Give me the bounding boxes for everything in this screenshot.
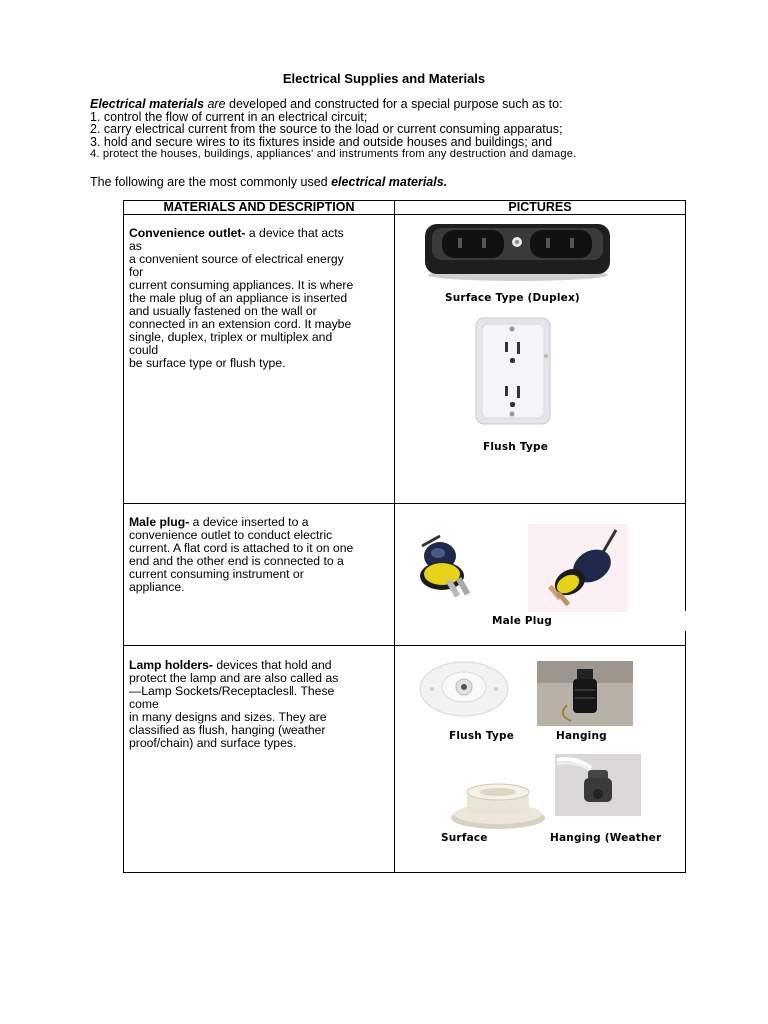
caption-lamp-hanging-weather: Hanging (Weather: [550, 832, 662, 844]
description-line: the male plug of an appliance is inserted: [129, 291, 348, 305]
document-title: Electrical Supplies and Materials: [282, 71, 486, 86]
description-line: current consuming instrument or: [129, 567, 304, 581]
male-plug-angled-picture: [528, 524, 628, 612]
intro-paragraph: [90, 98, 730, 161]
intro-verb: are: [207, 97, 226, 111]
description-line: appliance.: [129, 580, 185, 594]
table-header-materials: MATERIALS AND DESCRIPTION: [163, 200, 355, 214]
description-line: as: [129, 239, 142, 253]
table-border-bottom: [123, 872, 686, 873]
table-border-right: [685, 631, 686, 873]
description-line: protect the lamp and are also called as: [129, 671, 339, 685]
description-line: could: [129, 343, 159, 357]
table-border-left: [123, 200, 124, 873]
hanging-lamp-holder-picture: [537, 661, 633, 726]
flush-outlet-picture: [474, 316, 554, 426]
description-line: ―Lamp Sockets/Receptacles‖. These: [129, 684, 335, 698]
description-line: be surface type or flush type.: [129, 356, 286, 370]
caption-lamp-flush-type: Flush Type: [449, 730, 515, 742]
caption-flush-type: Flush Type: [483, 441, 549, 453]
description-line: devices that hold and: [216, 658, 332, 672]
table-column-divider: [394, 200, 395, 873]
description-line: a device that acts: [248, 226, 344, 240]
caption-lamp-hanging: Hanging: [556, 730, 607, 742]
row-description: [129, 658, 338, 750]
material-name: Male plug-: [129, 515, 190, 529]
intro-rest: developed and constructed for a special purpose such as to:: [229, 97, 563, 111]
table-row-divider: [123, 503, 686, 504]
table-row-male-plug: [129, 516, 391, 594]
description-line: and usually fastened on the wall or: [129, 304, 317, 318]
description-line: current consuming appliances. It is where: [129, 278, 354, 292]
row-description: [129, 515, 353, 594]
description-line: a device inserted to a: [192, 515, 309, 529]
weather-hanging-lamp-holder-picture: [555, 754, 641, 816]
description-line: proof/chain) and surface types.: [129, 736, 297, 750]
description-line: connected in an extension cord. It maybe: [129, 317, 352, 331]
description-line: come: [129, 697, 159, 711]
description-line: current. A flat cord is attached to it on one: [129, 541, 354, 555]
lead-emphasis: electrical materials.: [331, 175, 448, 189]
description-line: end and the other end is connected to a: [129, 554, 344, 568]
table-row-divider: [123, 645, 686, 646]
caption-lamp-surface: Surface: [441, 832, 488, 844]
lead-sentence: [90, 175, 447, 189]
caption-surface-type: Surface Type (Duplex): [445, 292, 580, 304]
intro-item: 1. control the flow of current in an electrical circuit;: [90, 109, 368, 124]
table-header-divider: [123, 214, 686, 215]
lead-text: The following are the most commonly used: [90, 175, 328, 189]
flush-lamp-holder-picture: [418, 656, 510, 718]
intro-item: 4. protect the houses, buildings, appliances' and instruments from any destruction and damage.: [90, 148, 577, 160]
material-name: Convenience outlet-: [129, 226, 246, 240]
table-header-pictures: PICTURES: [508, 200, 572, 214]
intro-first-line: [90, 98, 730, 111]
description-line: a convenient source of electrical energy: [129, 252, 344, 266]
description-line: single, duplex, triplex or multiplex and: [129, 330, 333, 344]
intro-item: 2. carry electrical current from the source to the load or current consuming apparatus;: [90, 122, 563, 136]
description-line: in many designs and sizes. They are: [129, 710, 327, 724]
caption-male-plug: Male Plug: [492, 615, 552, 627]
description-line: convenience outlet to conduct electric: [129, 528, 333, 542]
male-plug-picture: [412, 528, 492, 608]
intro-item: 3. hold and secure wires to its fixtures inside and outside houses and buildings; and: [90, 134, 553, 149]
surface-duplex-outlet-picture: [420, 220, 615, 282]
row-description: [129, 226, 353, 370]
table-row-convenience-outlet: [129, 227, 391, 370]
table-row-lamp-holders: [129, 659, 391, 750]
material-name: Lamp holders-: [129, 658, 213, 672]
intro-term: Electrical materials: [90, 97, 204, 111]
surface-lamp-holder-picture: [449, 780, 547, 830]
table-border-right: [685, 200, 686, 611]
description-line: classified as flush, hanging (weather: [129, 723, 326, 737]
description-line: for: [129, 265, 144, 279]
